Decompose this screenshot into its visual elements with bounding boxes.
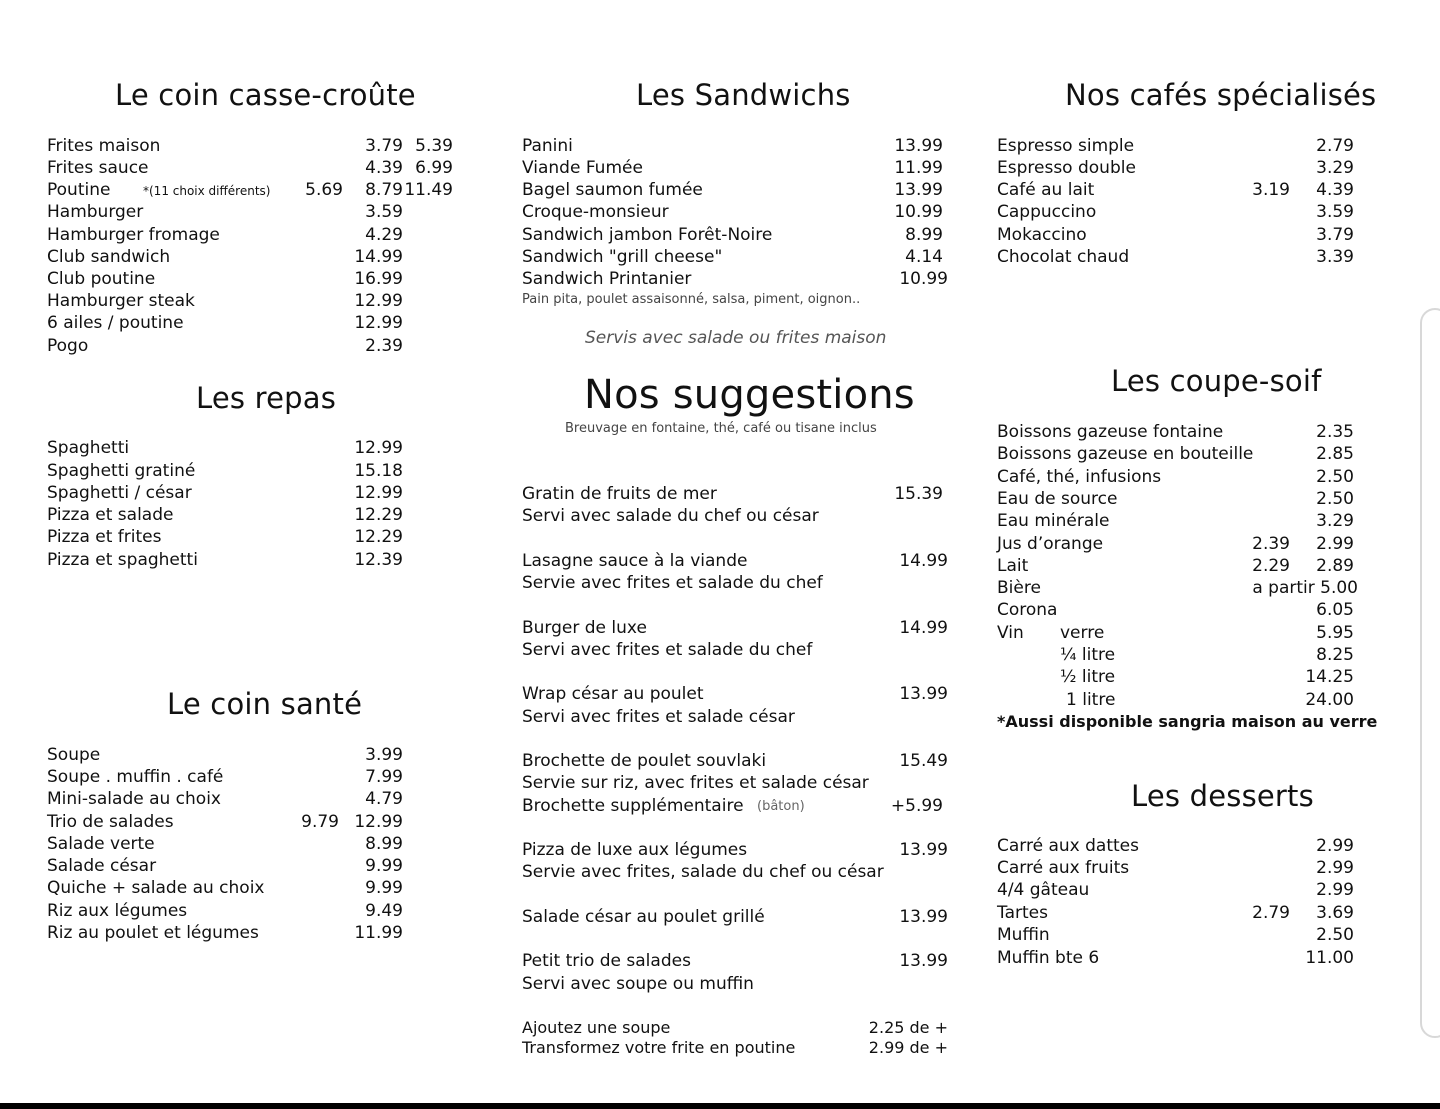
price: 2.50 (1316, 925, 1354, 945)
list-item: Eau de source (997, 489, 1118, 509)
price: 6.05 (1316, 600, 1354, 620)
price: 3.59 (365, 202, 403, 222)
casse-croute-title: Le coin casse-croûte (115, 78, 416, 112)
list-item: Brochette de poulet souvlaki (522, 751, 767, 771)
list-item: Salade césar au poulet grillé (522, 907, 765, 927)
sandwichs-title: Les Sandwichs (636, 78, 851, 112)
poutine-note: *(11 choix différents) (143, 184, 271, 198)
list-item: Club sandwich (47, 247, 171, 267)
item-description: Servie sur riz, avec frites et salade césar (522, 773, 869, 793)
price: 14.99 (899, 551, 948, 571)
price: +5.99 (890, 796, 943, 816)
list-item: Riz au poulet et légumes (47, 923, 259, 943)
list-item: Panini (522, 136, 573, 156)
extra-brochette-note: (bâton) (757, 799, 805, 814)
vin-label: Vin (997, 623, 1024, 643)
price-small: 3.19 (1252, 180, 1290, 200)
list-item: Muffin (997, 925, 1050, 945)
price: 8.99 (365, 834, 403, 854)
price-large: 5.39 (415, 136, 453, 156)
price: 11.00 (1305, 948, 1354, 968)
list-item: Bière (997, 578, 1041, 598)
price: 2.50 (1316, 489, 1354, 509)
list-item: Muffin bte 6 (997, 948, 1100, 968)
vin-size: 1 litre (1066, 690, 1116, 710)
list-item: Bagel saumon fumée (522, 180, 703, 200)
price: 3.29 (1316, 511, 1354, 531)
price: 12.99 (354, 291, 403, 311)
scroll-tab-handle[interactable] (1420, 308, 1440, 1038)
price: 8.25 (1316, 645, 1354, 665)
price: 14.99 (354, 247, 403, 267)
price: 7.99 (365, 767, 403, 787)
list-item: Sandwich Printanier (522, 269, 692, 289)
price-small: 2.79 (1252, 903, 1290, 923)
price: 10.99 (894, 202, 943, 222)
list-item: Carré aux fruits (997, 858, 1130, 878)
list-item: Salade césar (47, 856, 157, 876)
list-item: Boissons gazeuse fontaine (997, 422, 1224, 442)
price: 2.85 (1316, 444, 1354, 464)
list-item: Frites sauce (47, 158, 149, 178)
list-item: Poutine (47, 180, 111, 200)
printanier-description: Pain pita, poulet assaisonné, salsa, piment, oignon.. (522, 292, 861, 307)
list-item: Jus d’orange (997, 534, 1104, 554)
suggestions-title: Nos suggestions (584, 372, 915, 418)
list-item: Chocolat chaud (997, 247, 1130, 267)
list-item: Frites maison (47, 136, 161, 156)
list-item: Soupe . muffin . café (47, 767, 224, 787)
price: 2.50 (1316, 467, 1354, 487)
list-item: Boissons gazeuse en bouteille (997, 444, 1254, 464)
price-kids: 5.69 (305, 180, 343, 200)
list-item: Cappuccino (997, 202, 1097, 222)
price: 5.95 (1316, 623, 1354, 643)
list-item: Spaghetti / césar (47, 483, 192, 503)
list-item: Petit trio de salades (522, 951, 691, 971)
price: 2.35 (1316, 422, 1354, 442)
price: 13.99 (899, 684, 948, 704)
price: 4.39 (1316, 180, 1354, 200)
item-description: Servi avec soupe ou muffin (522, 974, 754, 994)
list-item: Viande Fumée (522, 158, 643, 178)
repas-title: Les repas (196, 381, 337, 415)
price: 2.99 (1316, 534, 1354, 554)
price: 15.39 (894, 484, 943, 504)
item-description: Servi avec frites et salade du chef (522, 640, 813, 660)
price: 8.99 (905, 225, 943, 245)
price-small: 8.79 (365, 180, 403, 200)
list-item: Pizza et frites (47, 527, 162, 547)
price: 3.79 (1316, 225, 1354, 245)
sante-title: Le coin santé (167, 687, 363, 721)
price: 13.99 (899, 907, 948, 927)
price: 2.99 (1316, 880, 1354, 900)
price: 4.79 (365, 789, 403, 809)
vin-size: verre (1060, 623, 1105, 643)
list-item: Sandwich jambon Forêt-Noire (522, 225, 773, 245)
price: 12.99 (354, 438, 403, 458)
list-item: Gratin de fruits de mer (522, 484, 717, 504)
list-item: Lasagne sauce à la viande (522, 551, 748, 571)
price-small: 4.39 (365, 158, 403, 178)
price: 10.99 (899, 269, 948, 289)
price-large: 6.99 (415, 158, 453, 178)
vin-size: ½ litre (1060, 667, 1116, 687)
list-item: Riz aux légumes (47, 901, 188, 921)
list-item: Club poutine (47, 269, 156, 289)
list-item: Trio de salades (47, 812, 174, 832)
cafes-title: Nos cafés spécialisés (1065, 78, 1377, 112)
desserts-title: Les desserts (1131, 779, 1314, 813)
price: 2.89 (1316, 556, 1354, 576)
price: 2.79 (1316, 136, 1354, 156)
price: 2.99 (1316, 836, 1354, 856)
price: 11.99 (354, 923, 403, 943)
price-small: 9.79 (301, 812, 339, 832)
list-item: Café au lait (997, 180, 1095, 200)
list-item: Pizza et spaghetti (47, 550, 198, 570)
addon-item: Transformez votre frite en poutine (522, 1038, 796, 1057)
sandwichs-served-note: Servis avec salade ou frites maison (585, 328, 887, 348)
list-item: Burger de luxe (522, 618, 647, 638)
list-item: Pizza et salade (47, 505, 174, 525)
price: 3.69 (1316, 903, 1354, 923)
list-item: Hamburger fromage (47, 225, 220, 245)
price: 12.99 (354, 313, 403, 333)
list-item: Mini-salade au choix (47, 789, 221, 809)
list-item: Soupe (47, 745, 101, 765)
list-item: Spaghetti (47, 438, 130, 458)
item-description: Servi avec salade du chef ou césar (522, 506, 819, 526)
price: 13.99 (894, 180, 943, 200)
list-item: Eau minérale (997, 511, 1110, 531)
price: a partir 5.00 (1252, 578, 1358, 598)
list-item: Tartes (997, 903, 1048, 923)
list-item: Café, thé, infusions (997, 467, 1162, 487)
price: 9.99 (365, 856, 403, 876)
list-item: Lait (997, 556, 1029, 576)
addon-price: 2.99 de + (868, 1038, 948, 1057)
price: 13.99 (899, 951, 948, 971)
list-item: Hamburger steak (47, 291, 195, 311)
sangria-note: *Aussi disponible sangria maison au verre (997, 712, 1378, 731)
list-item: Corona (997, 600, 1058, 620)
price: 12.99 (354, 812, 403, 832)
list-item: 6 ailes / poutine (47, 313, 184, 333)
price: 13.99 (899, 840, 948, 860)
price: 15.49 (899, 751, 948, 771)
price: 15.18 (354, 461, 403, 481)
list-item: Carré aux dattes (997, 836, 1139, 856)
item-description: Servie avec frites, salade du chef ou césar (522, 862, 884, 882)
price-large: 11.49 (404, 180, 453, 200)
vin-size: ¼ litre (1060, 645, 1116, 665)
price: 14.25 (1305, 667, 1354, 687)
price: 12.29 (354, 505, 403, 525)
price: 3.39 (1316, 247, 1354, 267)
extra-brochette: Brochette supplémentaire (522, 796, 744, 816)
price: 9.99 (365, 878, 403, 898)
price: 13.99 (894, 136, 943, 156)
list-item: Croque-monsieur (522, 202, 669, 222)
price: 16.99 (354, 269, 403, 289)
price: 24.00 (1305, 690, 1354, 710)
list-item: Quiche + salade au choix (47, 878, 265, 898)
price: 4.14 (905, 247, 943, 267)
price: 12.39 (354, 550, 403, 570)
price: 3.59 (1316, 202, 1354, 222)
list-item: Pogo (47, 336, 89, 356)
price-small: 2.29 (1252, 556, 1290, 576)
item-description: Servi avec frites et salade césar (522, 707, 795, 727)
list-item: Sandwich "grill cheese" (522, 247, 723, 267)
addon-price: 2.25 de + (868, 1018, 948, 1037)
price: 2.39 (365, 336, 403, 356)
list-item: Pizza de luxe aux légumes (522, 840, 748, 860)
list-item: Hamburger (47, 202, 144, 222)
list-item: 4/4 gâteau (997, 880, 1090, 900)
price: 9.49 (365, 901, 403, 921)
bottom-edge-bar (0, 1103, 1440, 1109)
addon-item: Ajoutez une soupe (522, 1018, 671, 1037)
list-item: Espresso simple (997, 136, 1135, 156)
price-small: 3.79 (365, 136, 403, 156)
suggestions-subtitle: Breuvage en fontaine, thé, café ou tisane inclus (565, 421, 877, 436)
price: 2.99 (1316, 858, 1354, 878)
list-item: Espresso double (997, 158, 1136, 178)
list-item: Spaghetti gratiné (47, 461, 196, 481)
price: 3.99 (365, 745, 403, 765)
price: 4.29 (365, 225, 403, 245)
list-item: Wrap césar au poulet (522, 684, 704, 704)
price: 11.99 (894, 158, 943, 178)
list-item: Salade verte (47, 834, 155, 854)
price: 12.29 (354, 527, 403, 547)
list-item: Mokaccino (997, 225, 1087, 245)
price: 12.99 (354, 483, 403, 503)
price-small: 2.39 (1252, 534, 1290, 554)
price: 3.29 (1316, 158, 1354, 178)
coupe-soif-title: Les coupe-soif (1111, 364, 1322, 398)
price: 14.99 (899, 618, 948, 638)
item-description: Servie avec frites et salade du chef (522, 573, 823, 593)
